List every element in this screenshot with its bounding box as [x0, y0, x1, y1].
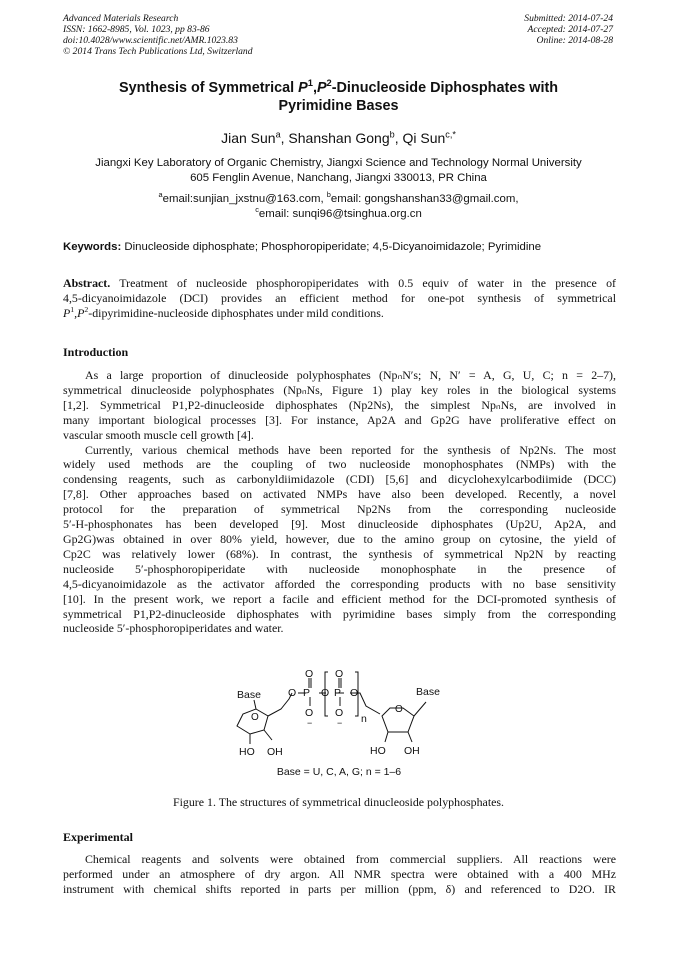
author-emails: $^a$email:sunjian_jxstnu@163.com, $^b$email: gongshanshan33@gmail.com, $^c$email: sunqi96@tsinghua.org.cn	[158, 190, 519, 220]
submitted-date: Submitted: 2014-07-24	[524, 13, 613, 24]
affiliation: Jiangxi Key Laboratory of Organic Chemistry, Jiangxi Science and Technology Normal University 605 Fenglin Avenue, Nanchang, Jiangxi 330013, PR China	[95, 157, 582, 184]
figure-1-caption: Figure 1. The structures of symmetrical dinucleoside polyphosphates.	[173, 795, 504, 809]
online-date: Online: 2014-08-28	[536, 35, 613, 47]
author-list: Jian Sun$^a$, Shanshan Gong$^b$, Qi Sun$^{c,*}$	[221, 129, 456, 146]
repeat-n: n	[361, 713, 367, 725]
right-oh-label: OH	[404, 745, 420, 757]
phosphorus-1: P	[303, 687, 311, 699]
anionic-oxygen-1: O	[305, 707, 314, 719]
phosphoryl-oxygen-1: O	[305, 668, 314, 680]
figure-1-structure	[0, 664, 678, 784]
left-ho-label: HO	[239, 746, 255, 758]
minus-charge-1: −	[307, 718, 313, 728]
right-base-label: Base	[416, 686, 440, 698]
paper-title: Synthesis of Symmetrical $P^1,P^2$-Dinucleoside Diphosphates with Pyrimidine Bases	[118, 78, 559, 114]
anionic-oxygen-2: O	[335, 707, 344, 719]
accepted-date: Accepted: 2014-07-27	[527, 24, 613, 36]
email-c[interactable]: email: sunqi96@tsinghua.org.cn	[258, 207, 422, 220]
experimental-heading: Experimental	[63, 830, 133, 844]
doi-line: doi:10.4028/www.scientific.net/AMR.1023.83	[63, 35, 238, 47]
dates-header	[524, 13, 613, 46]
email-a[interactable]: email:sunjian_jxstnu@163.com,	[162, 193, 327, 205]
left-ester-oxygen: O	[288, 687, 297, 699]
journal-header	[63, 13, 253, 57]
minus-charge-2: −	[337, 718, 343, 728]
phosphorus-2: P	[334, 687, 342, 699]
figure-subtitle: Base = U, C, A, G; n = 1–6	[276, 766, 402, 778]
author-name: Jian Sun	[221, 130, 276, 146]
right-ester-oxygen: O	[350, 687, 359, 699]
right-ho-label: HO	[370, 745, 386, 757]
left-ring-oxygen: O	[251, 712, 259, 723]
introduction-heading: Introduction	[63, 345, 129, 359]
abstract: Abstract. Treatment of nucleoside phosphoropiperidates with 0.5 equiv of water in the presence of 4,5-dicyanoimidazole (DCI) provides an efficient method for one-pot synthesis of symmetrical $P^1,P^2-dipyrimidine$-nucleoside diphosphates under mild conditions.	[63, 276, 616, 320]
author-name: Shanshan Gong	[288, 130, 390, 146]
copyright-line: © 2014 Trans Tech Publications Ltd, Switzerland	[63, 46, 253, 58]
issn-line: ISSN: 1662-8985, Vol. 1023, pp 83-86	[63, 24, 210, 36]
experimental-body: Chemical reagents and solvents were obtained from commercial suppliers. All reactions were performed under an atmosphere of dry argon. All NMR spectra were obtained with a 400 MHz instrument with chemical shifts reported in parts per million (ppm, δ) and referenced to D2O. IR	[63, 852, 616, 896]
left-base-label: Base	[237, 689, 261, 701]
journal-name: Advanced Materials Research	[63, 13, 179, 24]
introduction-body: As a large proportion of dinucleoside polyphosphates (NpₙN′s; N, N′ = A, G, U, C; n = 2–7), symmetrical dinucleoside polyphosphates (NpₙNs, Figure 1) play key roles in the biological systems [1,2]. Symmetrical P1,P2-dinucleoside diphosphates (Np2Ns), the simplest NpₙNs, are involved in many important biological processes [3]. For instance, Ap2A and Gp2G have proliferative effect on vascular smooth muscle cell growth [4]. Currently, various chemical methods have been reported for the synthesis of Np2Ns. The most widely used methods are the coupling of two nucleoside monophosphates (NMPs) with the condensing reagents, such as carbonyldiimidazole (CDI) [5,6] and dicyclohexylcarbodiimide (DCC) [7,8]. Other approaches based on activated NMPs have also been developed. Recently, a novel protocol for the preparation of symmetrical Np2Ns from the corresponding nucleoside 5′-H-phosphonates has been developed [9]. Most dinucleoside diphosphates (Up2U, Ap2A, and Gp2G)was obtained in over 80% yield, however, due to the amino group on cytosine, the yield of Cp2C was relatively lower (68%). In contrast, the synthesis of symmetrical Np2N by reacting nucleoside 5′-phosphoropiperidate with nucleoside monophosphate in the presence of 4,5-dicyanoimidazole as the activator afforded the corresponding products with no base sensitivity [10]. In the present work, we report a facile and efficient method for the DCI-promoted synthesis of symmetrical P1,P2-dinucleoside diphosphates with pyrimidine bases simply from the corresponding nucleoside 5′-phosphoropiperidates and water.	[63, 368, 616, 636]
keywords-label: Keywords:	[63, 241, 122, 253]
right-ring-oxygen: O	[395, 704, 403, 715]
bridge-oxygen: O	[321, 687, 330, 699]
abstract-label: Abstract.	[63, 276, 111, 290]
keywords: Keywords: Dinucleoside diphosphate; Phosphoropiperidate; 4,5-Dicyanoimidazole; Pyrimidine	[63, 241, 542, 253]
author-name: Qi Sun	[402, 130, 446, 146]
email-b[interactable]: email: gongshanshan33@gmail.com,	[330, 193, 519, 205]
phosphoryl-oxygen-2: O	[335, 668, 344, 680]
left-oh-label: OH	[267, 746, 283, 758]
